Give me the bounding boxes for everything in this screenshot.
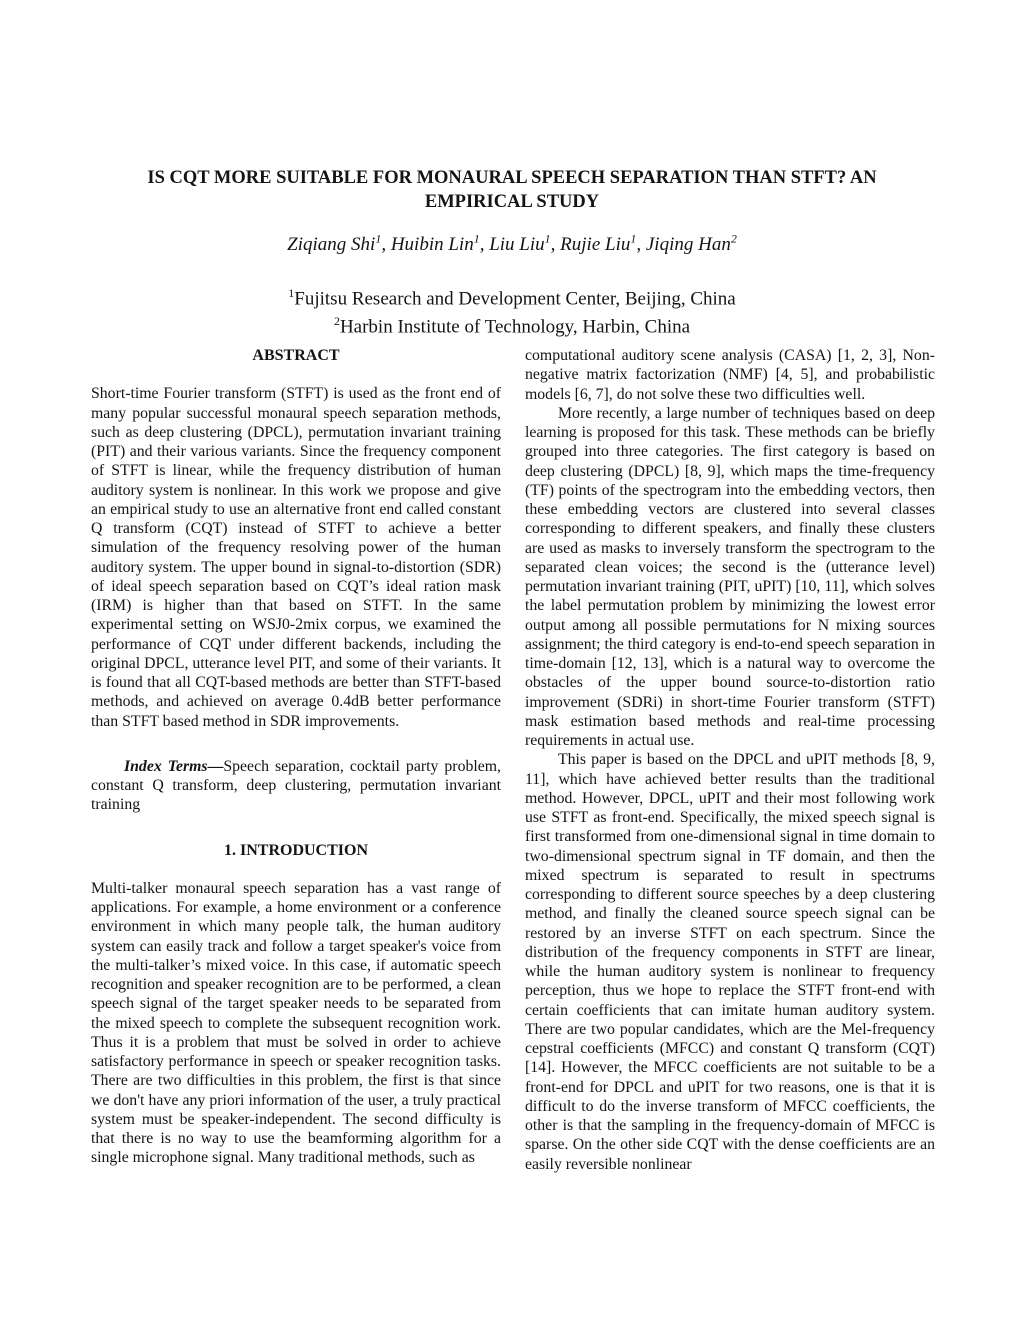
author-separator: ,: [550, 234, 561, 256]
title-line-2: EMPIRICAL STUDY: [424, 192, 600, 212]
affiliation-text: Harbin Institute of Technology, Harbin, China: [339, 316, 691, 338]
index-terms: [91, 757, 501, 815]
author-name: Rujie Liu: [560, 234, 631, 256]
author-list: [90, 232, 934, 256]
affiliation-text: Fujitsu Research and Development Center, Beijing, China: [294, 288, 736, 310]
introduction-paragraph-3: This paper is based on the DPCL and uPIT methods [8, 9, 11], which have achieved better results than the traditional method. However, DPCL, uPIT and their most following work use STFT as front-end. Specifically, the mixed speech signal is first transformed from one-dimensional signal in time domain to two-dimensional spectrum signal in TF domain, and then the mixed spectrum is separated to result in spectrums corresponding to different source speeches by a deep clustering method, and finally the cleaned source speech signal can be restored by an inverse STFT on each spectrum. Since the distribution of the frequency components in STFT are linear, while the human auditory system is nonlinear to frequency perception, thus we hope to replace the STFT front-end with certain coefficients that can imitate human auditory system. There are two popular candidates, which are the Mel-frequency cepstral coefficients (MFCC) and constant Q transform (CQT) [14]. However, the MFCC coefficients are not suitable to be a front-end for DPCL and uPIT for two reasons, one is that it is difficult to do the inverse transform of MFCC coefficients, the other is that the sampling in the frequency-domain of MFCC is sparse. On the other side CQT with the dense coefficients are an easily reversible nonlinear: [525, 751, 935, 1173]
author: [560, 234, 646, 255]
author-affiliation-mark: 1: [544, 232, 551, 246]
index-terms-label: Index Terms: [124, 757, 208, 775]
author: [287, 234, 391, 255]
paper-title: [90, 166, 934, 214]
introduction-paragraph-1-continued: computational auditory scene analysis (CASA) [1, 2, 3], Non-negative matrix factorization (NMF) [4, 5], and probabilistic models [6, 7], do not solve these two difficulties well.: [525, 347, 935, 403]
author-separator: ,: [636, 234, 646, 256]
author-affiliation-mark: 1: [375, 232, 382, 246]
author: [391, 234, 489, 255]
author-affiliation-mark: 1: [630, 232, 637, 246]
author-name: Liu Liu: [489, 234, 545, 256]
abstract-heading: ABSTRACT: [252, 347, 340, 364]
index-terms-text: Speech separation, cocktail party problem, constant Q transform, deep clustering, permutation invariant training: [91, 757, 501, 814]
author-name: Jiqing Han: [645, 234, 731, 256]
abstract-text: Short-time Fourier transform (STFT) is used as the front end of many popular successful monaural speech separation methods, such as deep clustering (DPCL), permutation invariant training (PIT) and their various variants. Since the frequency component of STFT is linear, while the frequency distribution of human auditory system is nonlinear. In this work we propose and give an empirical study to use an alternative front end called constant Q transform (CQT) instead of STFT to achieve a better simulation of the frequency resolving power of the human auditory system. The upper bound in signal-to-distortion (SDR) of ideal speech separation based on CQT’s ideal ration mask (IRM) is higher than that based on STFT. In the same experimental setting on WSJ0-2mix corpus, we examined the performance of CQT under different backends, including the original DPCL, utterance level PIT, and some of their variants. It is found that all CQT-based methods are better than STFT-based methods, and achieved on average 0.4dB better performance than STFT based method in SDR improvements.: [91, 385, 501, 730]
introduction-heading: 1. INTRODUCTION: [223, 841, 368, 859]
introduction-paragraph-2: More recently, a large number of techniques based on deep learning is proposed for this task. These methods can be briefly grouped into three categories. The first category is based on deep clustering (DPCL) [8, 9], which maps the time-frequency (TF) points of the spectrogram into the embedding vectors, then these embedding vectors are clustered into several classes corresponding to different speakers, and finally these clusters are used as masks to inversely transform the spectrogram to the separated clean voices; the second is the (utterance level) permutation invariant training (PIT, uPIT) [10, 11], which solves the label permutation problem by minimizing the lowest error output among all possible permutations for N mixing sources assignment; the third category is end-to-end speech separation in time-domain [12, 13], which is a natural way to overcome the obstacles of the upper bound source-to-distortion ratio improvement (SDRi) in short-time Fourier transform (STFT) mask estimation based methods and real-time processing requirements in actual use.: [525, 404, 935, 749]
right-column: [525, 346, 935, 1174]
affiliation-number: 2: [333, 314, 340, 329]
affiliation: [90, 282, 934, 310]
affiliation-number: 1: [288, 286, 295, 300]
author-name: Huibin Lin: [390, 234, 474, 256]
author-separator: ,: [479, 234, 490, 256]
author: [489, 234, 560, 255]
author-affiliation-mark: 2: [730, 232, 737, 246]
author-affiliation-mark: 1: [473, 232, 480, 246]
author-name: Ziqiang Shi: [287, 234, 376, 256]
index-terms-dash: —: [207, 757, 224, 775]
left-column: [91, 346, 501, 1168]
title-line-1: IS CQT MORE SUITABLE FOR MONAURAL SPEECH SEPARATION THAN STFT? AN: [147, 168, 877, 188]
author: [646, 234, 737, 255]
introduction-paragraph-1: Multi-talker monaural speech separation has a vast range of applications. For example, a home environment or a conference environment in which many people talk, the human auditory system can easily track and follow a target speaker's voice from the multi-talker’s mixed voice. In this case, if automatic speech recognition and speaker recognition are to be performed, a clean speech signal of the target speaker needs to be separated from the mixed speech to complete the subsequent recognition work. Thus it is a problem that must be solved in order to achieve satisfactory performance in speech or speaker recognition tasks. There are two difficulties in this problem, the first is that since we don't have any priori information of the user, a truly practical system must be speaker-independent. The second difficulty is that there is no way to use the beamforming algorithm for a single microphone signal. Many traditional methods, such as: [91, 879, 501, 1167]
affiliation: [90, 310, 934, 338]
affiliation-list: [90, 282, 934, 339]
author-separator: ,: [381, 234, 391, 256]
